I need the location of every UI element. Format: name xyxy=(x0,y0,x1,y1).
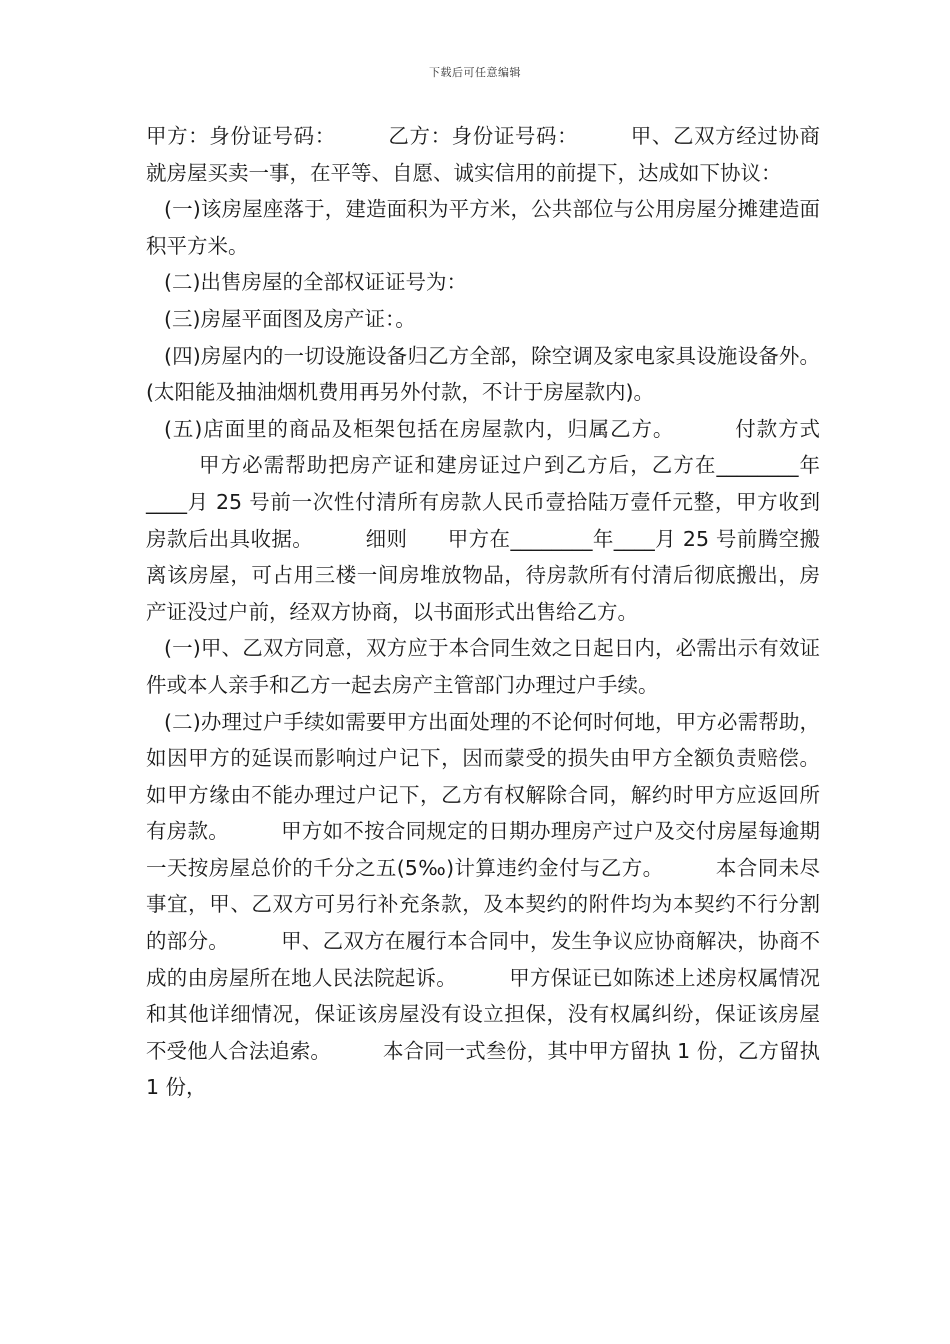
clause-facilities xyxy=(146,338,820,411)
section-title-payment: 付款方式 xyxy=(734,416,820,441)
clause-goods-and-payment xyxy=(146,411,820,631)
payment-text: 甲方必需帮助把房产证和建房证过户到乙方后，乙方在________年____月 25 号前一次性付清所有房款人民币壹拾陆万壹仟元整，甲方收到房款后出具收据。 xyxy=(146,453,820,551)
clause-text: (二)办理过户手续如需要甲方出面处理的不论何时何地，甲方必需帮助，如因甲方的延误而影响过户记下，因而蒙受的损失由甲方全额负责赔偿。如甲方缘由不能办理过户记下，乙方有权解除合同，解约时甲方应返回所有房款。 xyxy=(146,709,820,844)
party-a-id-label: 甲方：身份证号码： xyxy=(146,124,336,148)
party-b-id-label: 乙方：身份证号码： xyxy=(387,124,579,148)
clause-text: (一)该房屋座落于，建造面积为平方米，公共部位与公用房屋分摊建造面积平方米。 xyxy=(146,197,820,258)
intro-paragraph xyxy=(146,118,820,191)
clause-text: (五)店面里的商品及柜架包括在房屋款内，归属乙方。 xyxy=(164,416,675,441)
section-title-details: 细则 xyxy=(365,526,408,551)
details-text: 甲方在________年____月 25 号前腾空搬离该房屋，可占用三楼一间房堆放物品，待房款所有付清后彻底搬出，房产证没过户前，经双方协商，以书面形式出售给乙方。 xyxy=(146,526,821,624)
dispute-text: 甲、乙双方在履行本合同中，发生争议应协商解决，协商不成的由房屋所在地人民法院起诉。 xyxy=(146,929,821,990)
clause-text: (四)房屋内的一切设施设备归乙方全部，除空调及家电家具设施设备外。(太阳能及抽油烟机费用再另外付款，不计于房屋款内)。 xyxy=(146,343,820,405)
contract-body xyxy=(146,118,820,1106)
guarantee-text: 甲方保证已如陈述上述房权属情况和其他详细情况，保证该房屋没有设立担保，没有权属纠纷，保证该房屋不受他人合法追索。 xyxy=(146,965,820,1063)
clause-location xyxy=(146,191,820,264)
clause-certificate-number xyxy=(146,264,820,301)
clause-floor-plan xyxy=(146,301,820,338)
clause-text: (一)甲、乙双方同意，双方应于本合同生效之日起日内，必需出示有效证件或本人亲手和乙方一起去房产主管部门办理过户手续。 xyxy=(146,636,820,697)
penalty-text: 甲方如不按合同规定的日期办理房产过户及交付房屋每逾期一天按房屋总价的千分之五(5‰)计算违约金付与乙方。 xyxy=(146,819,821,880)
intro-agreement-text: 甲、乙双方经过协商就房屋买卖一事，在平等、自愿、诚实信用的前提下，达成如下协议： xyxy=(146,124,821,185)
page-header-note: 下载后可任意编辑 xyxy=(429,66,521,79)
clause-text: (三)房屋平面图及房产证：。 xyxy=(164,306,416,331)
supplement-text: 本合同未尽事宜，甲、乙双方可另行补充条款，及本契约的附件均为本契约不行分割的部分。 xyxy=(146,855,821,954)
clause-transfer-procedure xyxy=(146,630,820,703)
clause-text: (二)出售房屋的全部权证证号为： xyxy=(164,270,467,295)
clause-transfer-assistance xyxy=(146,704,820,1107)
copies-text: 本合同一式叁份，其中甲方留执 1 份，乙方留执 1 份， xyxy=(146,1038,821,1100)
